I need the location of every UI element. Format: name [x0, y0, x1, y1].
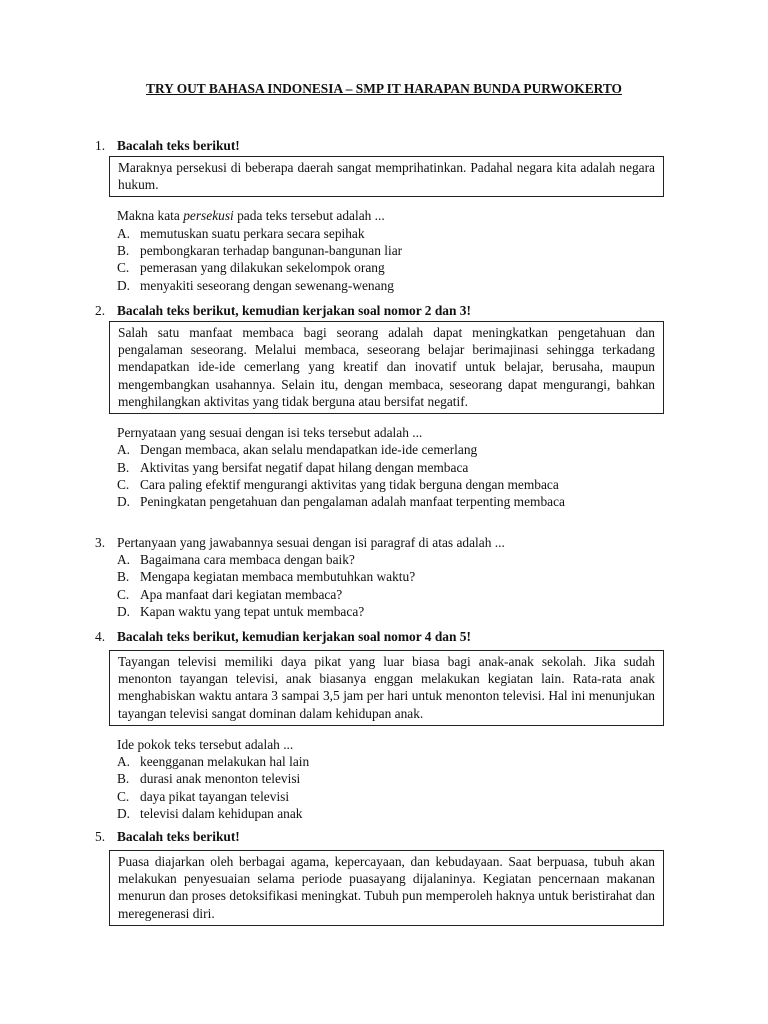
option-c [117, 259, 665, 276]
option-list [117, 441, 665, 511]
option-text: pemerasan yang dilakukan sekelompok orang [140, 260, 385, 276]
question-number: 1. [95, 138, 106, 153]
passage-box [109, 156, 664, 197]
passage-text: Tayangan televisi memiliki daya pikat yang luar biasa bagi anak-anak sekolah. Jika sudah menonton tayangan televisi, anak biasanya enggan melakukan kegiatan lain. Rata-rata anak menghabiskan waktu antara 3 sampai 3,5 jam per hari untuk menonton televisi. Hal ini menunjukan tayangan televisi sangat dominan dalam kehidupan anak. [118, 654, 655, 721]
question-instruction: Bacalah teks berikut, kemudian kerjakan soal nomor 4 dan 5! [117, 629, 471, 644]
option-letter: C. [117, 260, 130, 276]
question-instruction: Bacalah teks berikut! [117, 829, 240, 844]
option-text: Cara paling efektif mengurangi aktivitas yang tidak berguna dengan membaca [140, 477, 559, 492]
option-letter: A. [117, 754, 131, 770]
option-list [117, 551, 665, 621]
option-letter: B. [117, 771, 130, 787]
option-letter: A. [117, 552, 131, 567]
option-letter: D. [117, 806, 131, 822]
option-text: Bagaimana cara membaca dengan baik? [140, 552, 355, 567]
option-text: memutuskan suatu perkara secara sepihak [140, 225, 365, 241]
passage-box [109, 650, 664, 726]
option-text: Dengan membaca, akan selalu mendapatkan ide-ide cemerlang [140, 442, 478, 458]
option-letter: D. [117, 494, 131, 510]
question-prompt: Ide pokok teks tersebut adalah ... [117, 736, 294, 752]
question-number: 3. [95, 535, 106, 550]
option-letter: C. [117, 586, 130, 602]
option-text: Peningkatan pengetahuan dan pengalaman adalah manfaat terpenting membaca [140, 494, 565, 510]
question-3 [95, 534, 665, 621]
option-text: Kapan waktu yang tepat untuk membaca? [140, 604, 365, 620]
option-letter: B. [117, 569, 130, 585]
option-d [117, 805, 665, 822]
option-letter: D. [117, 277, 131, 293]
prompt-text: pada teks tersebut adalah ... [233, 208, 385, 224]
option-b [117, 242, 665, 259]
option-text: durasi anak menonton televisi [140, 771, 301, 787]
option-list [117, 225, 665, 295]
option-letter: A. [117, 442, 131, 458]
option-d [117, 603, 665, 620]
option-a [117, 753, 665, 770]
option-c [117, 788, 665, 805]
option-text: menyakiti seseorang dengan sewenang-wenang [140, 277, 394, 293]
option-list [117, 753, 665, 823]
option-a [117, 441, 665, 458]
option-text: televisi dalam kehidupan anak [140, 806, 303, 822]
question-number: 4. [95, 629, 106, 644]
passage-text: Salah satu manfaat membaca bagi seorang adalah dapat meningkatkan pengetahuan dan pengalaman seseorang. Melalui membaca, seseorang belajar berimajinasi sehingga terkadang mendapatkan ide-ide cemerlang yang kreatif dan inovatif untuk belajar, berusaha, maupun mengembangkan usahannya. Selain itu, dengan membaca, seseorang dapat mengurangi, bahkan menghilangkan aktivitas yang tidak berguna atau bersifat negatif. [118, 325, 655, 409]
option-text: Aktivitas yang bersifat negatif dapat hilang dengan membaca [140, 459, 469, 475]
question-prompt [117, 207, 665, 224]
option-text: daya pikat tayangan televisi [140, 788, 290, 804]
option-d [117, 277, 665, 294]
passage-box [109, 850, 664, 926]
option-c [117, 476, 665, 493]
question-number: 2. [95, 303, 106, 318]
option-text: Mengapa kegiatan membaca membutuhkan waktu? [140, 569, 416, 585]
option-c [117, 586, 665, 603]
prompt-italic-word: persekusi [183, 208, 234, 224]
option-d [117, 493, 665, 510]
passage-text: Puasa diajarkan oleh berbagai agama, kepercayaan, dan kebudayaan. Saat berpuasa, tubuh akan melakukan penyesuaian selama periode puasayang dijalaninya. Kegiatan pencernaan makanan menurun dan proses detoksifikasi meningkat. Tubuh pun memperoleh haknya untuk beristirahat dan meregenerasi diri. [118, 854, 655, 921]
option-letter: D. [117, 604, 131, 620]
question-prompt: Pertanyaan yang jawabannya sesuai dengan isi paragraf di atas adalah ... [117, 535, 505, 550]
question-instruction: Bacalah teks berikut! [117, 138, 240, 153]
question-4 [95, 628, 665, 823]
prompt-text: Makna kata [117, 208, 184, 224]
option-text: pembongkaran terhadap bangunan-bangunan liar [140, 243, 403, 258]
option-text: keengganan melakukan hal lain [140, 754, 310, 770]
option-b [117, 770, 665, 787]
option-a [117, 551, 665, 568]
option-letter: C. [117, 788, 130, 804]
question-prompt: Pernyataan yang sesuai dengan isi teks tersebut adalah ... [117, 425, 423, 441]
question-instruction: Bacalah teks berikut, kemudian kerjakan soal nomor 2 dan 3! [117, 303, 471, 318]
option-letter: A. [117, 225, 131, 241]
option-letter: B. [117, 243, 130, 258]
question-5 [95, 828, 665, 926]
option-b [117, 459, 665, 476]
option-text: Apa manfaat dari kegiatan membaca? [140, 586, 343, 602]
passage-box [109, 321, 664, 414]
question-2 [95, 302, 665, 511]
option-a [117, 225, 665, 242]
question-number: 5. [95, 829, 106, 844]
option-b [117, 568, 665, 585]
question-1 [95, 137, 665, 294]
passage-text: Maraknya persekusi di beberapa daerah sangat memprihatinkan. Padahal negara kita adalah negara hukum. [118, 160, 655, 193]
document-title: TRY OUT BAHASA INDONESIA – SMP IT HARAPAN BUNDA PURWOKERTO [146, 81, 622, 96]
option-letter: C. [117, 477, 130, 492]
option-letter: B. [117, 459, 130, 475]
